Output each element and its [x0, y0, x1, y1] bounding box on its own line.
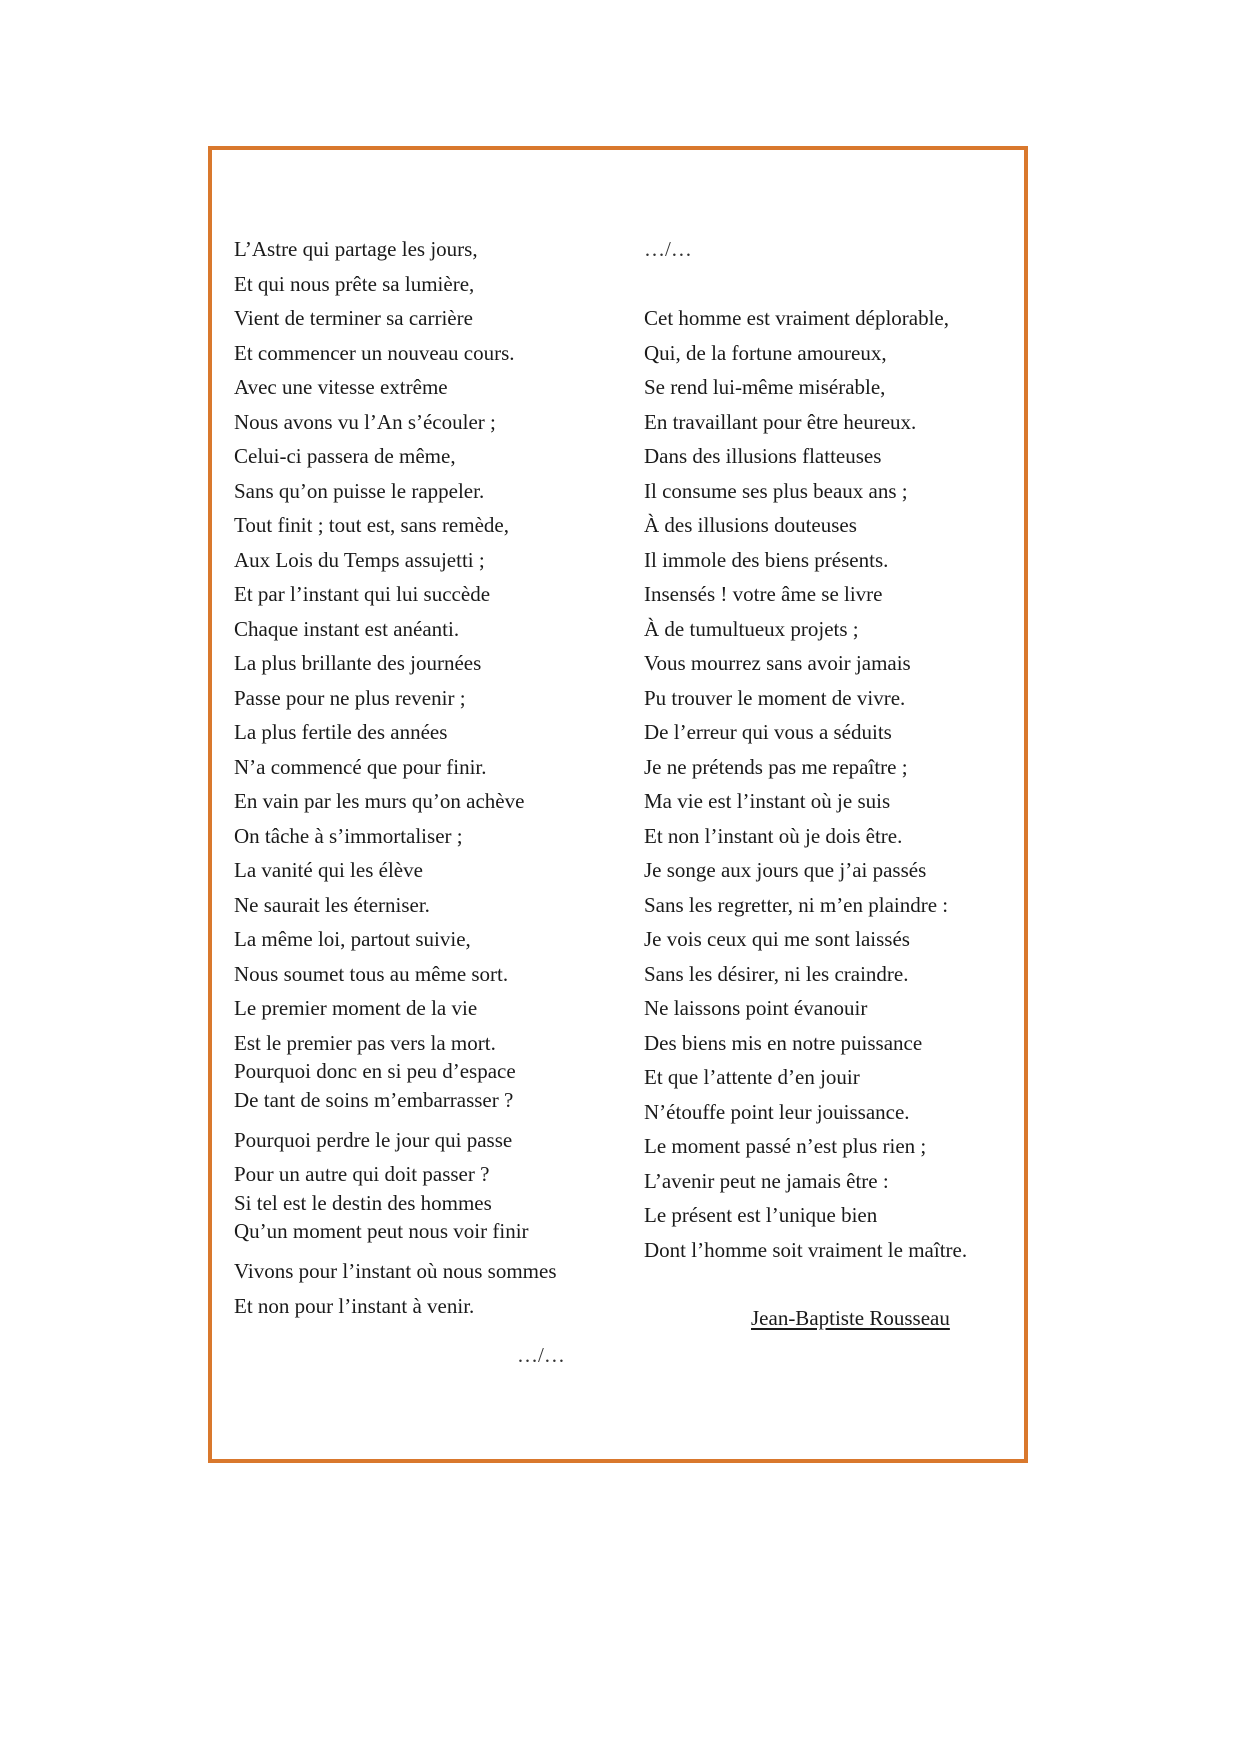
poem-line: Nous soumet tous au même sort.	[234, 961, 509, 986]
poem-line: Je ne prétends pas me repaître ;	[644, 754, 908, 779]
poem-line: On tâche à s’immortaliser ;	[234, 823, 463, 848]
poem-line: Vient de terminer sa carrière	[234, 306, 473, 330]
stanza-spacer	[644, 267, 967, 302]
poem-line: Se rend lui-même misérable,	[644, 375, 886, 399]
poem-line: Celui-ci passera de même,	[234, 444, 456, 468]
poem-line: À de tumultueux projets ;	[644, 616, 859, 641]
poem-line: Et non pour l’instant à venir.	[234, 1293, 475, 1318]
poem-line: Sans qu’on puisse le rappeler.	[234, 478, 485, 503]
poem-left-column	[234, 232, 557, 1323]
poem-line: Si tel est le destin des hommes	[234, 1190, 492, 1215]
poem-line: Pourquoi donc en si peu d’espace	[234, 1059, 516, 1083]
author-signature: Jean-Baptiste Rousseau	[751, 1306, 950, 1330]
poem-line: Dont l’homme soit vraiment le maître.	[644, 1237, 968, 1262]
poem-line: Qui, de la fortune amoureux,	[644, 340, 887, 365]
poem-line: Je vois ceux qui me sont laissés	[644, 927, 910, 951]
poem-line: Le premier moment de la vie	[234, 996, 478, 1020]
poem-line: En travaillant pour être heureux.	[644, 409, 917, 434]
poem-line: N’étouffe point leur jouissance.	[644, 1099, 910, 1124]
poem-line: Pu trouver le moment de vivre.	[644, 685, 906, 710]
poem-line: Ne saurait les éterniser.	[234, 892, 430, 917]
poem-line: Est le premier pas vers la mort.	[234, 1030, 496, 1055]
poem-line: Sans les désirer, ni les craindre.	[644, 961, 909, 986]
poem-line: Chaque instant est anéanti.	[234, 616, 460, 641]
poem-line: Et par l’instant qui lui succède	[234, 582, 491, 606]
poem-line: Avec une vitesse extrême	[234, 375, 448, 399]
poem-line: L’avenir peut ne jamais être :	[644, 1168, 889, 1193]
poem-line: Sans les regretter, ni m’en plaindre :	[644, 892, 949, 917]
poem-line: L’Astre qui partage les jours,	[234, 237, 478, 261]
poem-line: Je songe aux jours que j’ai passés	[644, 858, 927, 882]
poem-line: Passe pour ne plus revenir ;	[234, 685, 466, 710]
poem-line: Pourquoi perdre le jour qui passe	[234, 1127, 513, 1152]
poem-line: La même loi, partout suivie,	[234, 927, 471, 951]
poem-line: Le moment passé n’est plus rien ;	[644, 1134, 927, 1158]
poem-line: Pour un autre qui doit passer ?	[234, 1162, 490, 1186]
poem-line: Tout finit ; tout est, sans remède,	[234, 513, 509, 537]
continuation-mark: …/…	[644, 237, 692, 261]
poem-line: À des illusions douteuses	[644, 513, 857, 537]
poem-line: Et que l’attente d’en jouir	[644, 1065, 860, 1089]
poem-line: Des biens mis en notre puissance	[644, 1030, 923, 1055]
poem-line: De tant de soins m’embarrasser ?	[234, 1087, 514, 1112]
poem-line: Vous mourrez sans avoir jamais	[644, 651, 911, 675]
poem-line: La vanité qui les élève	[234, 858, 423, 882]
poem-line: Insensés ! votre âme se livre	[644, 582, 883, 606]
poem-line: En vain par les murs qu’on achève	[234, 789, 525, 813]
poem-line: Aux Lois du Temps assujetti ;	[234, 547, 485, 572]
poem-line: La plus brillante des journées	[234, 651, 482, 675]
poem-line: De l’erreur qui vous a séduits	[644, 720, 892, 744]
poem-line: N’a commencé que pour finir.	[234, 754, 487, 779]
poem-line: Il immole des biens présents.	[644, 547, 889, 572]
poem-line: Vivons pour l’instant où nous sommes	[234, 1259, 557, 1283]
poem-line: Cet homme est vraiment déplorable,	[644, 306, 949, 330]
poem-line: Et qui nous prête sa lumière,	[234, 271, 475, 296]
continuation-mark: …/…	[517, 1343, 565, 1367]
poem-line: Ma vie est l’instant où je suis	[644, 789, 891, 813]
poem-line: Ne laissons point évanouir	[644, 996, 868, 1020]
poem-line: Et non l’instant où je dois être.	[644, 823, 903, 848]
poem-line: Nous avons vu l’An s’écouler ;	[234, 409, 496, 434]
poem-line: Qu’un moment peut nous voir finir	[234, 1219, 529, 1243]
poem-line: Dans des illusions flatteuses	[644, 444, 882, 468]
poem-line: Il consume ses plus beaux ans ;	[644, 478, 908, 503]
poem-line: Le présent est l’unique bien	[644, 1203, 878, 1227]
poem-line: La plus fertile des années	[234, 720, 448, 744]
poem-line: Et commencer un nouveau cours.	[234, 340, 515, 365]
poem-right-column	[644, 232, 967, 1267]
